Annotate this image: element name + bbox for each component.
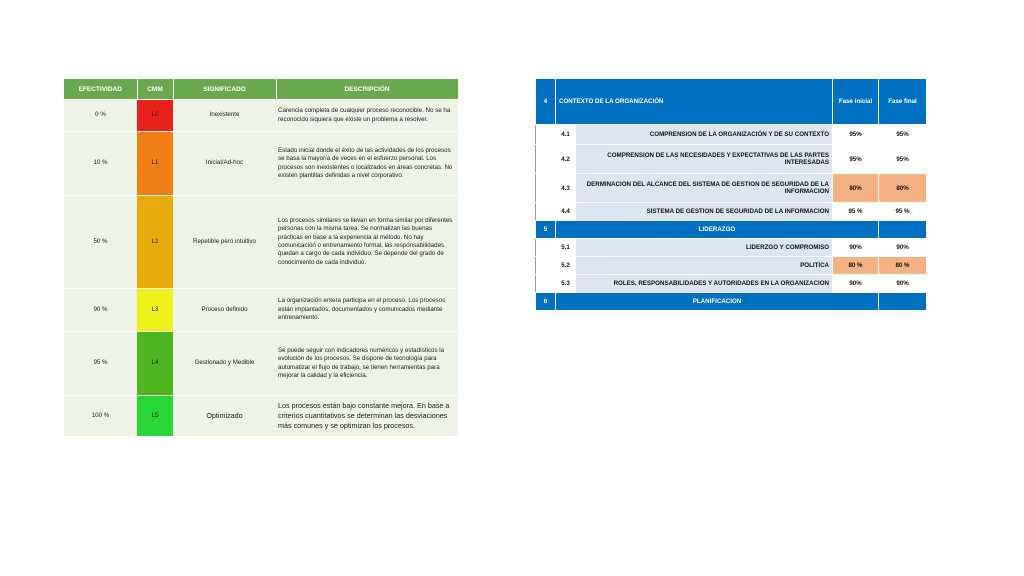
item-number: 4.2 — [556, 145, 576, 174]
fase-inicial-value: 95% — [833, 145, 879, 174]
fase-inicial-value: 90% — [833, 275, 879, 293]
row-spacer — [536, 174, 556, 203]
fase-inicial-value: 80% — [833, 174, 879, 203]
cmm-level-cell: L4 — [137, 332, 173, 396]
fase-inicial-value: 95% — [833, 125, 879, 145]
table-row — [536, 174, 927, 203]
header-significado: SIGNIFICADO — [173, 79, 276, 100]
header-descripcion: DESCRIPCIÓN — [276, 79, 458, 100]
efectividad-cell: 100 % — [64, 396, 137, 436]
item-number: 5.1 — [556, 239, 576, 257]
section-header-row — [536, 221, 927, 239]
fase-inicial-value: 95 % — [833, 203, 879, 221]
significado-cell: Proceso definido — [173, 289, 276, 332]
fase-final-value: 95% — [879, 125, 927, 145]
cmm-level-cell: L0 — [137, 100, 173, 132]
table-row — [536, 203, 927, 221]
descripcion-cell: Los procesos están bajo constante mejora. En base a criterios cuantitativos se determinan las desviaciones más comunes y se optimizan los procesos. — [276, 396, 458, 436]
header-efectividad: EFECTIVIDAD — [64, 79, 137, 100]
row-spacer — [536, 145, 556, 174]
cmm-level-cell: L3 — [137, 289, 173, 332]
descripcion-cell: Se puede seguir con indicadores numéricos y estadísticos la evolución de los procesos. Se dispone de tecnología para automatizar el flujo de trabajo, se tienen herramientas para mejorar la calidad y la eficiencia. — [276, 332, 458, 396]
item-name: COMPRENSION DE LA ORGANIZACIÓN Y DE SU CONTEXTO — [576, 125, 833, 145]
fase-final-value: 95 % — [879, 203, 927, 221]
item-number: 5.2 — [556, 257, 576, 275]
section-blank — [879, 221, 927, 239]
item-name: ROLES, RESPONSABILIDADES Y AUTORIDADES EN LA ORGANIZACION — [576, 275, 833, 293]
significado-cell: Optimizado — [173, 396, 276, 436]
descripcion-cell: La organización entera participa en el proceso. Los procesos están implantados, documentados y comunicados mediante entrenamiento. — [276, 289, 458, 332]
section-header-row — [536, 79, 927, 125]
efectividad-cell: 10 % — [64, 132, 137, 196]
fase-final-value: 80% — [879, 174, 927, 203]
fase-final-value: 90% — [879, 239, 927, 257]
fase-inicial-value: 90% — [833, 239, 879, 257]
section-number: 5 — [536, 221, 556, 239]
row-spacer — [536, 203, 556, 221]
efectividad-cell: 50 % — [64, 196, 137, 289]
item-number: 4.4 — [556, 203, 576, 221]
significado-cell: Gestionado y Medible — [173, 332, 276, 396]
table-row — [536, 125, 927, 145]
table-row — [64, 132, 458, 196]
section-blank — [879, 293, 927, 311]
section-number: 6 — [536, 293, 556, 311]
item-number: 5.3 — [556, 275, 576, 293]
descripcion-cell: Estado inicial donde el éxito de las actividades de los procesos se basa la mayoría de veces en el esfuerzo personal. Los procesos son inexistentes o localizados en áreas concretas. No existen plantillas definidas a nivel corporativo. — [276, 132, 458, 196]
contexto-organizacion-table — [535, 78, 927, 311]
section-title: LIDERAZGO — [556, 221, 879, 239]
row-spacer — [536, 257, 556, 275]
table-row — [536, 239, 927, 257]
descripcion-cell: Carencia completa de cualquier proceso reconocible. No se ha reconocido siquiera que existe un problema a resolver. — [276, 100, 458, 132]
table-row — [64, 196, 458, 289]
cmm-maturity-table — [64, 79, 459, 436]
item-name: DERMINACION DEL ALCANCE DEL SISTEMA DE GESTION DE SEGURIDAD DE LA INFORMACION — [576, 174, 833, 203]
descripcion-cell: Los procesos similares se llevan en forma similar por diferentes personas con la misma tarea. Se normalizan las buenas prácticas en base a la experiencia al método. No hay comunicación o entrenamiento formal, las responsabilidades quedan a cargo de cada individuo. Se depende del grado de conocimiento de cada individuo. — [276, 196, 458, 289]
efectividad-cell: 95 % — [64, 332, 137, 396]
cmm-level-cell: L1 — [137, 132, 173, 196]
table-row — [536, 257, 927, 275]
section-header-row — [536, 293, 927, 311]
table-row — [64, 289, 458, 332]
item-name: LIDERZGO Y COMPROMISO — [576, 239, 833, 257]
efectividad-cell: 0 % — [64, 100, 137, 132]
row-spacer — [536, 275, 556, 293]
table-row — [536, 275, 927, 293]
fase-inicial-value: 80 % — [833, 257, 879, 275]
cmm-header-row — [64, 79, 458, 100]
table-row — [64, 100, 458, 132]
fase-final-value: 80 % — [879, 257, 927, 275]
cmm-level-cell: L2 — [137, 196, 173, 289]
row-spacer — [536, 125, 556, 145]
table-row — [64, 332, 458, 396]
table-row — [536, 145, 927, 174]
efectividad-cell: 90 % — [64, 289, 137, 332]
item-number: 4.1 — [556, 125, 576, 145]
section-title: PLANIFICACION — [556, 293, 879, 311]
table-row — [64, 396, 458, 436]
fase-final-header: Fase final — [879, 79, 927, 125]
fase-inicial-header: Fase inicial — [833, 79, 879, 125]
significado-cell: Inicial/Ad-hoc — [173, 132, 276, 196]
row-spacer — [536, 239, 556, 257]
item-number: 4.3 — [556, 174, 576, 203]
significado-cell: Repetible pero intuitivo — [173, 196, 276, 289]
section-number: 4 — [536, 79, 556, 125]
fase-final-value: 90% — [879, 275, 927, 293]
cmm-level-cell: L5 — [137, 396, 173, 436]
significado-cell: Inexistente — [173, 100, 276, 132]
item-name: SISTEMA DE GESTION DE SEGURIDAD DE LA INFORMACION — [576, 203, 833, 221]
header-cmm: CMM — [137, 79, 173, 100]
fase-final-value: 95% — [879, 145, 927, 174]
section-title: CONTEXTO DE LA ORGANIZACIÓN — [556, 79, 833, 125]
item-name: COMPRENSION DE LAS NECESIDADES Y EXPECTATIVAS DE LAS PARTES INTERESADAS — [576, 145, 833, 174]
item-name: POLITICA — [576, 257, 833, 275]
